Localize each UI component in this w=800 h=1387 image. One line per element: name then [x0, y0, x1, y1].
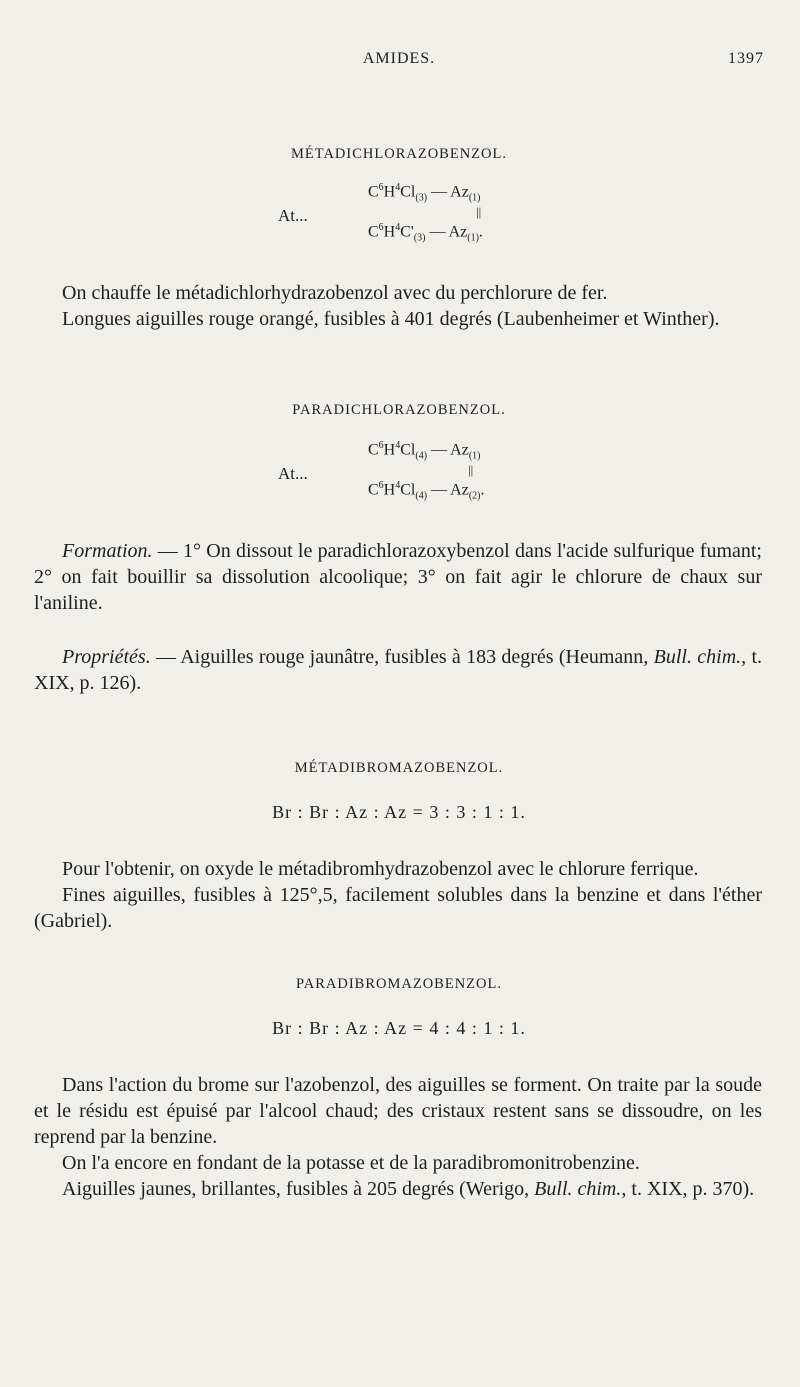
- section-body: [34, 1072, 762, 1202]
- paragraph: On l'a encore en fondant de la potasse et de la paradibromonitrobenzine.: [62, 1152, 640, 1174]
- paragraph: Longues aiguilles rouge orangé, fusibles à 401 degrés (Laubenheimer et Winther).: [62, 308, 720, 330]
- section-body: [34, 856, 762, 934]
- structural-formula: [368, 182, 548, 252]
- running-title: AMIDES.: [362, 50, 436, 67]
- formula-line-1: $C^6H^4Cl_{(3)}$ — $Az_{(1)}$: [368, 182, 481, 204]
- page-number: 1397: [728, 50, 764, 67]
- formula-line-2: $C^6H^4C'_{(3)}$ — $Az_{(1)}$.: [368, 222, 483, 244]
- formula-line-1: $C^6H^4Cl_{(4)}$ — $Az_{(1)}$: [368, 440, 481, 462]
- paragraph: On chauffe le métadichlorhydrazobenzol avec du perchlorure de fer.: [62, 282, 608, 304]
- section-heading: PARADIBROMAZOBENZOL.: [296, 976, 502, 992]
- structural-formula: [368, 440, 548, 510]
- double-bond-symbol: ||: [468, 462, 474, 477]
- formula-line-2: $C^6H^4Cl_{(4)}$ — $Az_{(2)}$.: [368, 480, 485, 502]
- paragraph: Fines aiguilles, fusibles à 125°,5, facilement solubles dans la benzine et dans l'éther (Gabriel).: [34, 884, 762, 932]
- formula-ratio: Br : Br : Az : Az = 4 : 4 : 1 : 1.: [272, 1018, 526, 1038]
- formation-label: Formation.: [62, 540, 153, 562]
- properties-paragraph: Propriétés. — Aiguilles rouge jaunâtre, fusibles à 183 degrés (Heumann, Bull. chim., t. XIX, p. 126).: [34, 646, 763, 694]
- formula-label: At...: [278, 206, 308, 225]
- paragraph: Pour l'obtenir, on oxyde le métadibromhydrazobenzol avec le chlorure ferrique.: [62, 858, 699, 880]
- formation-paragraph: Formation. — 1° On dissout le paradichlorazoxybenzol dans l'acide sulfurique fumant; 2° on fait bouillir sa dissolution alcoolique; 3° on fait agir le chlorure de chaux sur l'aniline.: [34, 540, 762, 614]
- properties-label: Propriétés.: [62, 646, 151, 668]
- reference-title: Bull. chim.: [653, 646, 742, 668]
- formula-ratio: Br : Br : Az : Az = 3 : 3 : 1 : 1.: [272, 802, 526, 822]
- double-bond-symbol: ||: [476, 204, 482, 219]
- reference-title: Bull. chim.: [534, 1178, 622, 1200]
- section-heading: PARADICHLORAZOBENZOL.: [292, 402, 506, 418]
- page-header: [34, 50, 764, 72]
- section-heading: MÉTADIBROMAZOBENZOL.: [294, 760, 504, 776]
- section-heading: MÉTADICHLORAZOBENZOL.: [291, 146, 507, 162]
- paragraph: Aiguilles jaunes, brillantes, fusibles à 205 degrés (Werigo, Bull. chim., t. XIX, p. 370).: [62, 1178, 755, 1200]
- formula-label: At...: [278, 464, 308, 483]
- section-body: [34, 644, 762, 696]
- paragraph: Dans l'action du brome sur l'azobenzol, des aiguilles se forment. On traite par la soude et le résidu est épuisé par l'alcool chaud; des cristaux restent sans se dissoudre, on les reprend par la benzine.: [34, 1074, 762, 1148]
- section-body: [34, 538, 762, 616]
- section-body: [34, 280, 762, 332]
